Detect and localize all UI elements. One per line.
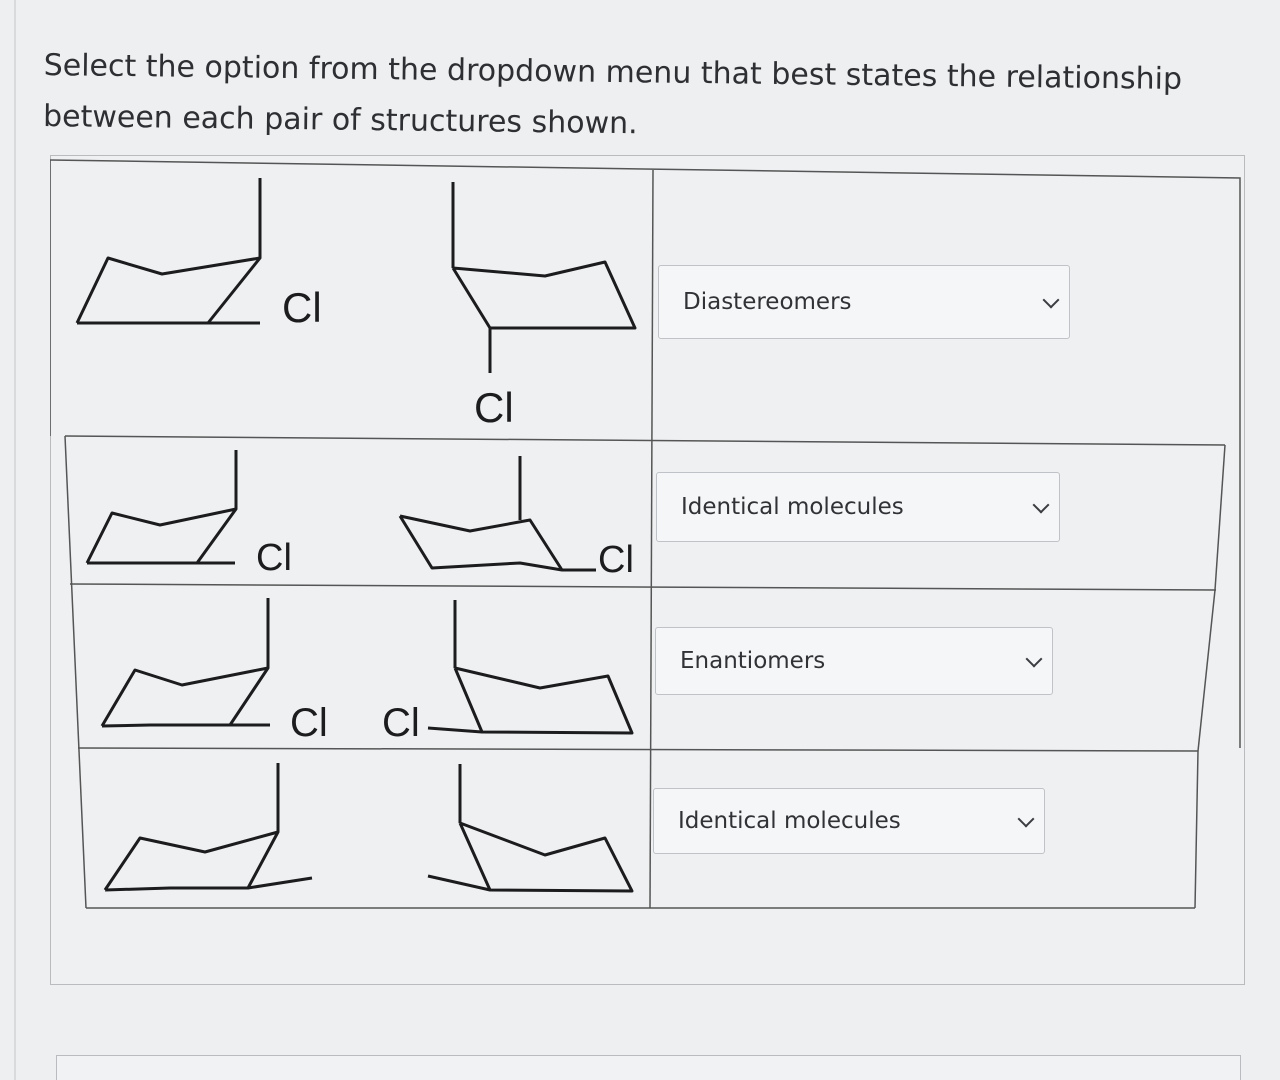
pair-1-structures <box>77 178 635 373</box>
pair-2-left-cl-label: Cl <box>256 537 292 579</box>
chevron-down-icon <box>1018 811 1035 828</box>
match-table <box>50 158 1245 918</box>
pair-2-selected-value: Identical molecules <box>681 494 904 520</box>
question-prompt: Select the option from the dropdown menu that best states the relationship between each pair of structures shown. <box>42 47 1183 142</box>
pair-3-right-cl-label: Cl <box>382 701 420 745</box>
pair-3-selected-value: Enantiomers <box>680 648 826 674</box>
next-question-panel <box>56 1055 1241 1080</box>
pair-3-structures <box>102 598 632 733</box>
pair-1-left-cl-label: Cl <box>282 284 322 331</box>
pair-3-relationship-dropdown[interactable] <box>655 627 1053 695</box>
pair-1-relationship-dropdown[interactable] <box>658 265 1070 339</box>
left-rule <box>14 0 16 1080</box>
pair-2-relationship-dropdown[interactable] <box>656 472 1060 542</box>
pair-2-structures <box>87 450 596 570</box>
chevron-down-icon <box>1043 292 1060 309</box>
pair-1-right-cl-label: Cl <box>474 384 514 431</box>
chevron-down-icon <box>1033 497 1050 514</box>
pair-3-left-cl-label: Cl <box>290 701 328 745</box>
pair-4-relationship-dropdown[interactable] <box>653 788 1045 854</box>
pair-1-selected-value: Diastereomers <box>683 289 852 315</box>
chevron-down-icon <box>1026 651 1043 668</box>
pair-4-selected-value: Identical molecules <box>678 808 901 834</box>
pair-4-structures <box>105 763 632 891</box>
pair-2-right-cl-label: Cl <box>598 539 634 581</box>
